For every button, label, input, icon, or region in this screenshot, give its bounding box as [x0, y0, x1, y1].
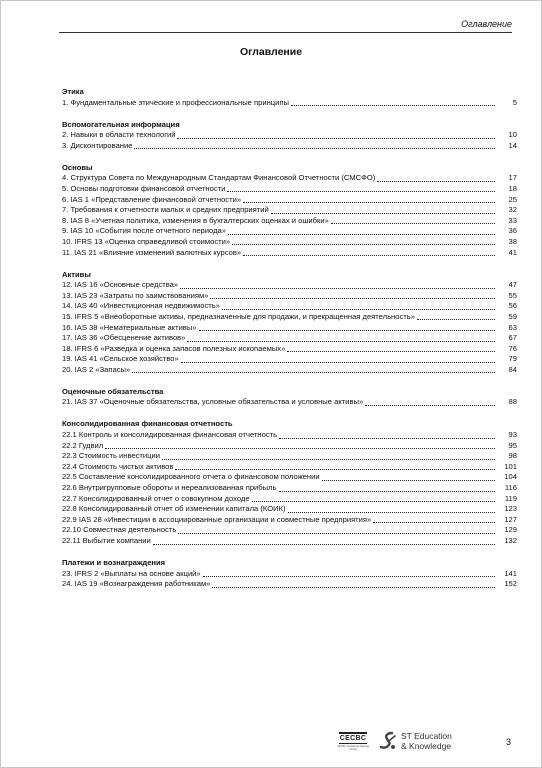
- toc-leader-dots: [288, 512, 495, 513]
- cecbc-logo-caption: CECBC Vocational Training Center: [337, 744, 369, 751]
- toc-entry-text: 5. Основы подготовки финансовой отчетности: [62, 183, 226, 193]
- toc-page-number: 129: [504, 525, 517, 535]
- toc-leader-dots: [175, 469, 495, 470]
- toc-leader-dots: [279, 438, 495, 439]
- toc-entry[interactable]: [62, 141, 517, 152]
- toc-entry-text: 19. IAS 41 «Сельское хозяйство»: [62, 354, 179, 364]
- toc-section: [62, 269, 517, 376]
- toc-entry-text: 10. IFRS 13 «Оценка справедливой стоимости»: [62, 236, 231, 246]
- toc-entry[interactable]: [62, 98, 517, 109]
- toc-leader-dots: [228, 234, 495, 235]
- toc-section-title: Консолидированная финансовая отчетность: [62, 419, 233, 429]
- st-logo-icon: [378, 730, 398, 752]
- toc-entry-text: 22.4 Стоимость чистых активов: [62, 461, 174, 471]
- toc-page-number: 116: [504, 483, 517, 493]
- toc-page-number: 36: [508, 226, 517, 236]
- toc-leader-dots: [322, 480, 495, 481]
- toc-entry[interactable]: [62, 184, 517, 195]
- toc-page-number: 38: [508, 236, 517, 246]
- toc-section: [62, 86, 517, 108]
- toc-entry[interactable]: [62, 504, 517, 515]
- toc-entry-text: 22.9 IAS 28 «Инвестиции в ассоциированные организации и совместные предприятия»: [62, 514, 372, 524]
- toc-entry[interactable]: [62, 462, 517, 473]
- toc-leader-dots: [181, 362, 495, 363]
- toc-leader-dots: [132, 372, 495, 373]
- toc-leader-dots: [377, 181, 495, 182]
- toc-section: [62, 418, 517, 546]
- toc-leader-dots: [105, 448, 495, 449]
- toc-section: [62, 557, 517, 590]
- table-of-contents: [62, 86, 517, 600]
- footer-logos: [334, 727, 452, 755]
- toc-entry[interactable]: [62, 247, 517, 258]
- toc-entry-text: 22.3 Стоимость инвестиции: [62, 451, 160, 461]
- toc-page-number: 104: [504, 472, 517, 482]
- toc-leader-dots: [243, 202, 495, 203]
- toc-entry[interactable]: [62, 441, 517, 452]
- toc-page-number: 88: [508, 397, 517, 407]
- page-title: Оглавление: [239, 46, 303, 58]
- toc-page-number: 67: [508, 333, 517, 343]
- toc-entry-text: 18. IFRS 6 «Разведка и оценка запасов полезных ископаемых»: [62, 343, 286, 353]
- toc-entry-text: 22.2 Гудвил: [62, 440, 104, 450]
- toc-page-number: 10: [508, 130, 517, 140]
- toc-entry-text: 22.7 Консолидированный отчет о совокупном доходе: [62, 493, 250, 503]
- toc-page-number: 127: [504, 514, 517, 524]
- toc-leader-dots: [177, 138, 495, 139]
- toc-entry[interactable]: [62, 216, 517, 227]
- toc-entry[interactable]: [62, 525, 517, 536]
- toc-entry[interactable]: [62, 569, 517, 580]
- toc-entry[interactable]: [62, 333, 517, 344]
- toc-page-number: 25: [508, 194, 517, 204]
- toc-entry[interactable]: [62, 536, 517, 547]
- toc-entry-text: 6. IAS 1 «Представление финансовой отчетности»: [62, 194, 242, 204]
- toc-entry[interactable]: [62, 365, 517, 376]
- toc-page-number: 32: [508, 205, 517, 215]
- toc-leader-dots: [162, 459, 495, 460]
- toc-page-number: 76: [508, 343, 517, 353]
- toc-leader-dots: [199, 330, 495, 331]
- toc-entry[interactable]: [62, 515, 517, 526]
- toc-entry[interactable]: [62, 130, 517, 141]
- toc-page-number: 119: [504, 493, 517, 503]
- toc-page-number: 41: [508, 247, 517, 257]
- toc-entry-text: 14. IAS 40 «Инвестиционная недвижимость»: [62, 301, 220, 311]
- toc-page-number: 95: [508, 440, 517, 450]
- toc-page-number: 17: [508, 173, 517, 183]
- toc-entry-text: 22.1 Контроль и консолидированная финансовая отчетность: [62, 430, 278, 440]
- toc-leader-dots: [291, 105, 495, 106]
- toc-page-number: 47: [508, 280, 517, 290]
- toc-leader-dots: [227, 191, 495, 192]
- toc-entry[interactable]: [62, 280, 517, 291]
- toc-section: [62, 162, 517, 258]
- toc-page-number: 79: [508, 354, 517, 364]
- toc-page-number: 63: [508, 322, 517, 332]
- toc-leader-dots: [232, 244, 495, 245]
- toc-entry[interactable]: [62, 483, 517, 494]
- toc-entry[interactable]: [62, 226, 517, 237]
- toc-entry-text: 13. IAS 23 «Затраты по заимствованиям»: [62, 290, 209, 300]
- toc-page-number: 5: [512, 97, 517, 107]
- toc-page-number: 84: [508, 364, 517, 374]
- toc-section-title: Оценочные обязательства: [62, 386, 164, 396]
- toc-page-number: 141: [504, 568, 517, 578]
- toc-leader-dots: [287, 351, 495, 352]
- toc-section-title: Вспомогательная информация: [62, 119, 180, 129]
- toc-page-number: 93: [508, 430, 517, 440]
- toc-entry[interactable]: [62, 344, 517, 355]
- toc-entry[interactable]: [62, 579, 517, 590]
- toc-entry[interactable]: [62, 291, 517, 302]
- toc-leader-dots: [180, 288, 495, 289]
- toc-page-number: 132: [504, 536, 517, 545]
- toc-page-number: 59: [508, 311, 517, 321]
- toc-entry[interactable]: [62, 237, 517, 248]
- toc-section-title: Этика: [62, 87, 84, 96]
- toc-section-title: Активы: [62, 269, 91, 279]
- toc-leader-dots: [222, 309, 495, 310]
- toc-entry-text: 22.5 Составление консолидированного отчета о финансовом положении: [62, 472, 320, 482]
- toc-entry-text: 1. Фундаментальные этические и профессиональные принципы: [62, 97, 289, 107]
- running-header: Оглавление: [461, 19, 512, 29]
- toc-leader-dots: [187, 341, 495, 342]
- toc-entry-text: 20. IAS 2 «Запасы»: [62, 364, 131, 374]
- toc-entry[interactable]: [62, 301, 517, 312]
- toc-leader-dots: [279, 491, 496, 492]
- toc-entry-text: 2. Навыки в области технологий: [62, 130, 176, 140]
- toc-leader-dots: [134, 148, 495, 149]
- toc-entry[interactable]: [62, 430, 517, 441]
- page-number: 3: [505, 737, 511, 747]
- toc-entry-text: 9. IAS 10 «События после отчетного периода»: [62, 226, 226, 236]
- toc-section-title: Основы: [62, 162, 93, 172]
- toc-entry[interactable]: [62, 494, 517, 505]
- toc-entry[interactable]: [62, 173, 517, 184]
- toc-leader-dots: [153, 544, 495, 545]
- toc-section-title: Платежи и вознаграждения: [62, 558, 166, 567]
- toc-page-number: 56: [508, 301, 517, 311]
- toc-entry-text: 15. IFRS 5 «Внеоборотные активы, предназначенные для продажи, и прекращенная деятельность»: [62, 311, 415, 321]
- toc-leader-dots: [210, 298, 495, 299]
- toc-entry-text: 12. IAS 16 «Основные средства»: [62, 280, 179, 290]
- toc-leader-dots: [365, 405, 495, 406]
- toc-entry-text: 22.6 Внутригрупповые обороты и нереализованная прибыль: [62, 483, 277, 493]
- cecbc-logo-mark: CECBC: [339, 732, 367, 744]
- toc-entry-text: 21. IAS 37 «Оценочные обязательства, условные обязательства и условные активы»: [62, 397, 364, 407]
- toc-page-number: 14: [508, 140, 517, 150]
- toc-leader-dots: [203, 576, 495, 577]
- toc-leader-dots: [331, 223, 495, 224]
- toc-page-number: 123: [504, 504, 517, 514]
- toc-section: [62, 119, 517, 152]
- toc-page-number: 101: [504, 461, 517, 471]
- brand-line-2: & Knowledge: [401, 741, 452, 751]
- toc-entry-text: 22.8 Консолидированный отчет об изменении капитала (КОИК): [62, 504, 286, 514]
- toc-entry-text: 22.11 Выбытие компании: [62, 536, 151, 545]
- toc-entry[interactable]: [62, 322, 517, 333]
- toc-page-number: 55: [508, 290, 517, 300]
- toc-entry[interactable]: [62, 397, 517, 408]
- toc-page-number: 18: [508, 183, 517, 193]
- toc-leader-dots: [243, 255, 495, 256]
- toc-entry-text: 24. IAS 19 «Вознаграждения работникам»: [62, 579, 211, 589]
- toc-entry-text: 22.10 Совместная деятельность: [62, 525, 177, 535]
- toc-leader-dots: [178, 533, 495, 534]
- toc-entry[interactable]: [62, 354, 517, 365]
- toc-entry[interactable]: [62, 194, 517, 205]
- toc-leader-dots: [252, 501, 495, 502]
- toc-entry-text: 3. Дисконтирование: [62, 140, 133, 150]
- toc-page-number: 98: [508, 451, 517, 461]
- toc-entry-text: 17. IAS 36 «Обесценение активов»: [62, 333, 186, 343]
- st-education-logo: [378, 730, 452, 752]
- toc-entry-text: 16. IAS 38 «Нематериальные активы»: [62, 322, 197, 332]
- toc-entry-text: 23. IFRS 2 «Выплаты на основе акций»: [62, 568, 201, 578]
- toc-page-number: 152: [504, 579, 517, 589]
- toc-entry-text: 4. Структура Совета по Международным Стандартам Финансовой Отчетности (СМСФО): [62, 173, 376, 183]
- toc-entry-text: 7. Требования к отчетности малых и средних предприятий: [62, 205, 269, 215]
- toc-leader-dots: [373, 522, 495, 523]
- toc-page-number: 33: [508, 215, 517, 225]
- toc-leader-dots: [212, 587, 495, 588]
- toc-entry[interactable]: [62, 312, 517, 323]
- cecbc-logo: [334, 730, 372, 752]
- toc-entry[interactable]: [62, 451, 517, 462]
- toc-entry[interactable]: [62, 205, 517, 216]
- toc-section: [62, 386, 517, 408]
- toc-leader-dots: [271, 213, 495, 214]
- brand-line-1: ST Education: [401, 731, 452, 741]
- header-rule: [59, 32, 512, 33]
- toc-entry-text: 8. IAS 8 «Учетная политика, изменения в бухгалтерских оценках и ошибки»: [62, 215, 329, 225]
- toc-entry-text: 11. IAS 21 «Влияние изменений валютных курсов»: [62, 247, 242, 257]
- toc-leader-dots: [417, 319, 495, 320]
- toc-entry[interactable]: [62, 472, 517, 483]
